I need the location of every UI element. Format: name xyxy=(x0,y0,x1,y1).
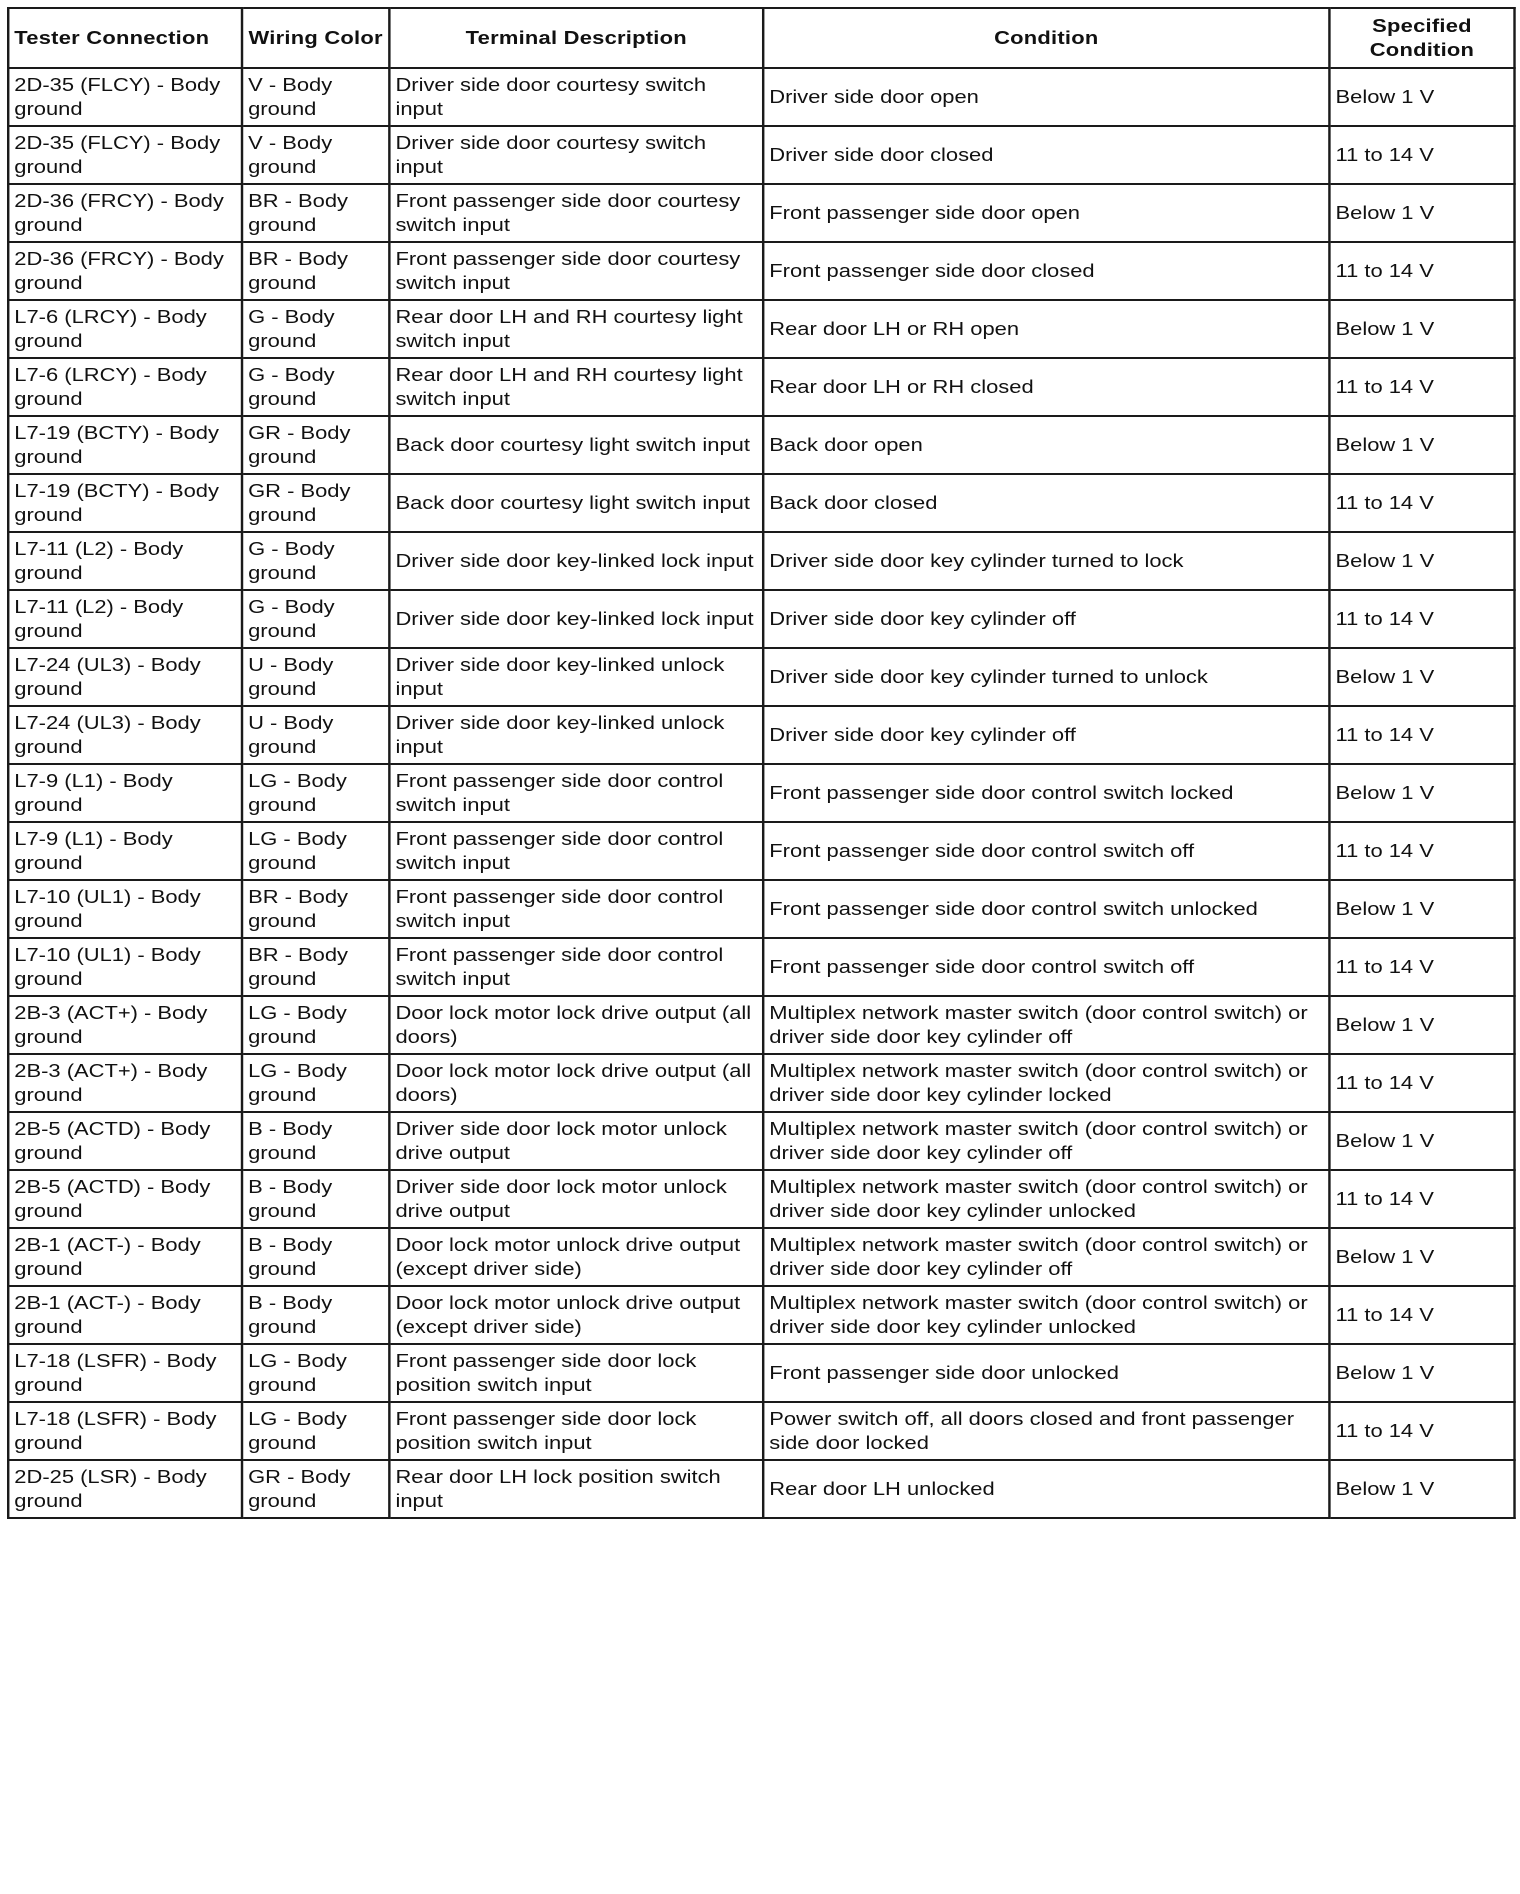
specified-condition-cell: 11 to 14 V xyxy=(1329,938,1514,996)
wiring-color-cell: V - Body ground xyxy=(242,68,389,126)
specified-condition-cell: 11 to 14 V xyxy=(1329,1170,1514,1228)
terminal-description-cell: Front passenger side door courtesy switch input xyxy=(389,184,763,242)
condition-cell: Multiplex network master switch (door control switch) or driver side door key cylinder off xyxy=(763,996,1329,1054)
terminal-description-cell: Door lock motor lock drive output (all doors) xyxy=(389,1054,763,1112)
condition-cell: Front passenger side door unlocked xyxy=(763,1344,1329,1402)
table-row xyxy=(8,1228,1514,1286)
tester-connection-cell: L7-18 (LSFR) - Body ground xyxy=(8,1402,242,1460)
wiring-color-cell: B - Body ground xyxy=(242,1286,389,1344)
wiring-color-cell: G - Body ground xyxy=(242,358,389,416)
terminal-description-cell: Driver side door key-linked unlock input xyxy=(389,648,763,706)
condition-cell: Front passenger side door closed xyxy=(763,242,1329,300)
wiring-color-cell: GR - Body ground xyxy=(242,474,389,532)
specified-condition-cell: Below 1 V xyxy=(1329,648,1514,706)
terminal-description-cell: Front passenger side door control switch input xyxy=(389,822,763,880)
header-row xyxy=(8,8,1514,68)
specified-condition-cell: Below 1 V xyxy=(1329,416,1514,474)
specified-condition-cell: Below 1 V xyxy=(1329,764,1514,822)
specified-condition-cell: 11 to 14 V xyxy=(1329,1402,1514,1460)
specified-condition-cell: Below 1 V xyxy=(1329,68,1514,126)
condition-cell: Driver side door key cylinder off xyxy=(763,706,1329,764)
condition-cell: Driver side door key cylinder turned to lock xyxy=(763,532,1329,590)
tester-connection-cell: 2B-3 (ACT+) - Body ground xyxy=(8,1054,242,1112)
specified-condition-cell: 11 to 14 V xyxy=(1329,1054,1514,1112)
condition-cell: Driver side door key cylinder off xyxy=(763,590,1329,648)
specified-condition-cell: Below 1 V xyxy=(1329,880,1514,938)
wiring-color-cell: B - Body ground xyxy=(242,1170,389,1228)
header-tester-connection: Tester Connection xyxy=(8,8,242,68)
wiring-color-cell: BR - Body ground xyxy=(242,184,389,242)
wiring-color-cell: GR - Body ground xyxy=(242,1460,389,1518)
terminal-description-cell: Back door courtesy light switch input xyxy=(389,474,763,532)
terminal-description-cell: Rear door LH lock position switch input xyxy=(389,1460,763,1518)
specified-condition-cell: 11 to 14 V xyxy=(1329,706,1514,764)
wiring-color-cell: LG - Body ground xyxy=(242,764,389,822)
condition-cell: Multiplex network master switch (door control switch) or driver side door key cylinder unlocked xyxy=(763,1170,1329,1228)
table-row xyxy=(8,416,1514,474)
terminal-description-cell: Front passenger side door control switch input xyxy=(389,938,763,996)
condition-cell: Rear door LH unlocked xyxy=(763,1460,1329,1518)
wiring-color-cell: U - Body ground xyxy=(242,706,389,764)
tester-connection-cell: L7-24 (UL3) - Body ground xyxy=(8,706,242,764)
specified-condition-cell: 11 to 14 V xyxy=(1329,822,1514,880)
condition-cell: Front passenger side door control switch off xyxy=(763,938,1329,996)
tester-connection-cell: L7-18 (LSFR) - Body ground xyxy=(8,1344,242,1402)
wiring-color-cell: G - Body ground xyxy=(242,300,389,358)
wiring-color-cell: BR - Body ground xyxy=(242,938,389,996)
specified-condition-cell: 11 to 14 V xyxy=(1329,358,1514,416)
specified-condition-cell: Below 1 V xyxy=(1329,1112,1514,1170)
header-condition: Condition xyxy=(763,8,1329,68)
tester-connection-cell: L7-19 (BCTY) - Body ground xyxy=(8,416,242,474)
specified-condition-cell: 11 to 14 V xyxy=(1329,242,1514,300)
specified-condition-cell: Below 1 V xyxy=(1329,996,1514,1054)
tester-connection-cell: 2D-36 (FRCY) - Body ground xyxy=(8,242,242,300)
document-page xyxy=(7,7,1520,1887)
tester-connection-cell: 2D-36 (FRCY) - Body ground xyxy=(8,184,242,242)
terminal-description-cell: Driver side door key-linked lock input xyxy=(389,590,763,648)
condition-cell: Back door closed xyxy=(763,474,1329,532)
wiring-color-cell: LG - Body ground xyxy=(242,1344,389,1402)
specified-condition-cell: 11 to 14 V xyxy=(1329,126,1514,184)
tester-connection-cell: 2D-35 (FLCY) - Body ground xyxy=(8,68,242,126)
condition-cell: Multiplex network master switch (door control switch) or driver side door key cylinder unlocked xyxy=(763,1286,1329,1344)
wiring-color-cell: G - Body ground xyxy=(242,532,389,590)
tester-connection-cell: L7-10 (UL1) - Body ground xyxy=(8,880,242,938)
terminal-description-cell: Driver side door courtesy switch input xyxy=(389,68,763,126)
wiring-color-cell: GR - Body ground xyxy=(242,416,389,474)
tester-connection-cell: L7-11 (L2) - Body ground xyxy=(8,532,242,590)
table-row xyxy=(8,1402,1514,1460)
tester-connection-cell: 2B-1 (ACT-) - Body ground xyxy=(8,1286,242,1344)
condition-cell: Driver side door open xyxy=(763,68,1329,126)
terminal-description-cell: Driver side door lock motor unlock drive output xyxy=(389,1112,763,1170)
terminal-description-cell: Rear door LH and RH courtesy light switch input xyxy=(389,358,763,416)
tester-connection-cell: L7-24 (UL3) - Body ground xyxy=(8,648,242,706)
condition-cell: Front passenger side door control switch locked xyxy=(763,764,1329,822)
condition-cell: Driver side door closed xyxy=(763,126,1329,184)
table-header xyxy=(8,8,1514,68)
wiring-color-cell: G - Body ground xyxy=(242,590,389,648)
wiring-color-cell: BR - Body ground xyxy=(242,880,389,938)
terminal-description-cell: Front passenger side door courtesy switch input xyxy=(389,242,763,300)
table-row xyxy=(8,996,1514,1054)
terminal-description-cell: Door lock motor lock drive output (all doors) xyxy=(389,996,763,1054)
condition-cell: Multiplex network master switch (door control switch) or driver side door key cylinder off xyxy=(763,1112,1329,1170)
tester-connection-cell: 2B-3 (ACT+) - Body ground xyxy=(8,996,242,1054)
condition-cell: Front passenger side door control switch off xyxy=(763,822,1329,880)
specified-condition-cell: 11 to 14 V xyxy=(1329,474,1514,532)
table-row xyxy=(8,1286,1514,1344)
table-row xyxy=(8,880,1514,938)
condition-cell: Driver side door key cylinder turned to unlock xyxy=(763,648,1329,706)
tester-connection-cell: L7-9 (L1) - Body ground xyxy=(8,764,242,822)
table-row xyxy=(8,68,1514,126)
condition-cell: Front passenger side door control switch unlocked xyxy=(763,880,1329,938)
condition-cell: Rear door LH or RH open xyxy=(763,300,1329,358)
wiring-color-cell: V - Body ground xyxy=(242,126,389,184)
condition-cell: Multiplex network master switch (door control switch) or driver side door key cylinder locked xyxy=(763,1054,1329,1112)
tester-connection-cell: L7-9 (L1) - Body ground xyxy=(8,822,242,880)
wiring-color-cell: LG - Body ground xyxy=(242,1402,389,1460)
specified-condition-cell: 11 to 14 V xyxy=(1329,590,1514,648)
condition-cell: Back door open xyxy=(763,416,1329,474)
condition-cell: Power switch off, all doors closed and front passenger side door locked xyxy=(763,1402,1329,1460)
table-row xyxy=(8,1344,1514,1402)
terminal-description-cell: Door lock motor unlock drive output (except driver side) xyxy=(389,1228,763,1286)
tester-connection-cell: L7-6 (LRCY) - Body ground xyxy=(8,358,242,416)
wiring-color-cell: BR - Body ground xyxy=(242,242,389,300)
specified-condition-cell: Below 1 V xyxy=(1329,300,1514,358)
header-terminal-description: Terminal Description xyxy=(389,8,763,68)
table-row xyxy=(8,358,1514,416)
table-row xyxy=(8,300,1514,358)
table-row xyxy=(8,242,1514,300)
terminal-description-cell: Front passenger side door control switch input xyxy=(389,764,763,822)
wiring-color-cell: B - Body ground xyxy=(242,1112,389,1170)
table-row xyxy=(8,1170,1514,1228)
tester-connection-cell: 2B-5 (ACTD) - Body ground xyxy=(8,1112,242,1170)
table-row xyxy=(8,764,1514,822)
specified-condition-cell: Below 1 V xyxy=(1329,1344,1514,1402)
tester-connection-cell: 2D-25 (LSR) - Body ground xyxy=(8,1460,242,1518)
specified-condition-cell: Below 1 V xyxy=(1329,184,1514,242)
tester-connection-cell: L7-11 (L2) - Body ground xyxy=(8,590,242,648)
terminal-description-cell: Driver side door lock motor unlock drive output xyxy=(389,1170,763,1228)
terminal-description-cell: Door lock motor unlock drive output (except driver side) xyxy=(389,1286,763,1344)
header-specified-condition: Specified Condition xyxy=(1329,8,1514,68)
table-row xyxy=(8,1112,1514,1170)
tester-connection-cell: L7-10 (UL1) - Body ground xyxy=(8,938,242,996)
table-row xyxy=(8,706,1514,764)
condition-cell: Rear door LH or RH closed xyxy=(763,358,1329,416)
specified-condition-cell: Below 1 V xyxy=(1329,1460,1514,1518)
tester-connection-cell: L7-19 (BCTY) - Body ground xyxy=(8,474,242,532)
terminal-description-cell: Rear door LH and RH courtesy light switch input xyxy=(389,300,763,358)
tester-connection-cell: 2D-35 (FLCY) - Body ground xyxy=(8,126,242,184)
table-body xyxy=(8,68,1514,1518)
tester-connection-cell: L7-6 (LRCY) - Body ground xyxy=(8,300,242,358)
terminal-description-cell: Driver side door key-linked lock input xyxy=(389,532,763,590)
table-row xyxy=(8,938,1514,996)
condition-cell: Multiplex network master switch (door control switch) or driver side door key cylinder off xyxy=(763,1228,1329,1286)
terminal-description-cell: Front passenger side door lock position switch input xyxy=(389,1344,763,1402)
wiring-color-cell: B - Body ground xyxy=(242,1228,389,1286)
specified-condition-cell: Below 1 V xyxy=(1329,1228,1514,1286)
table-row xyxy=(8,590,1514,648)
terminal-description-cell: Back door courtesy light switch input xyxy=(389,416,763,474)
terminal-description-cell: Driver side door courtesy switch input xyxy=(389,126,763,184)
table-row xyxy=(8,184,1514,242)
specified-condition-cell: Below 1 V xyxy=(1329,532,1514,590)
wiring-color-cell: U - Body ground xyxy=(242,648,389,706)
terminal-description-cell: Front passenger side door lock position switch input xyxy=(389,1402,763,1460)
table-row xyxy=(8,822,1514,880)
tester-connection-cell: 2B-1 (ACT-) - Body ground xyxy=(8,1228,242,1286)
table-row xyxy=(8,1460,1514,1518)
terminal-spec-table xyxy=(7,7,1516,1519)
condition-cell: Front passenger side door open xyxy=(763,184,1329,242)
tester-connection-cell: 2B-5 (ACTD) - Body ground xyxy=(8,1170,242,1228)
terminal-description-cell: Front passenger side door control switch input xyxy=(389,880,763,938)
wiring-color-cell: LG - Body ground xyxy=(242,1054,389,1112)
table-row xyxy=(8,1054,1514,1112)
wiring-color-cell: LG - Body ground xyxy=(242,822,389,880)
wiring-color-cell: LG - Body ground xyxy=(242,996,389,1054)
specified-condition-cell: 11 to 14 V xyxy=(1329,1286,1514,1344)
table-row xyxy=(8,474,1514,532)
terminal-description-cell: Driver side door key-linked unlock input xyxy=(389,706,763,764)
table-row xyxy=(8,126,1514,184)
header-wiring-color: Wiring Color xyxy=(242,8,389,68)
table-row xyxy=(8,532,1514,590)
table-row xyxy=(8,648,1514,706)
